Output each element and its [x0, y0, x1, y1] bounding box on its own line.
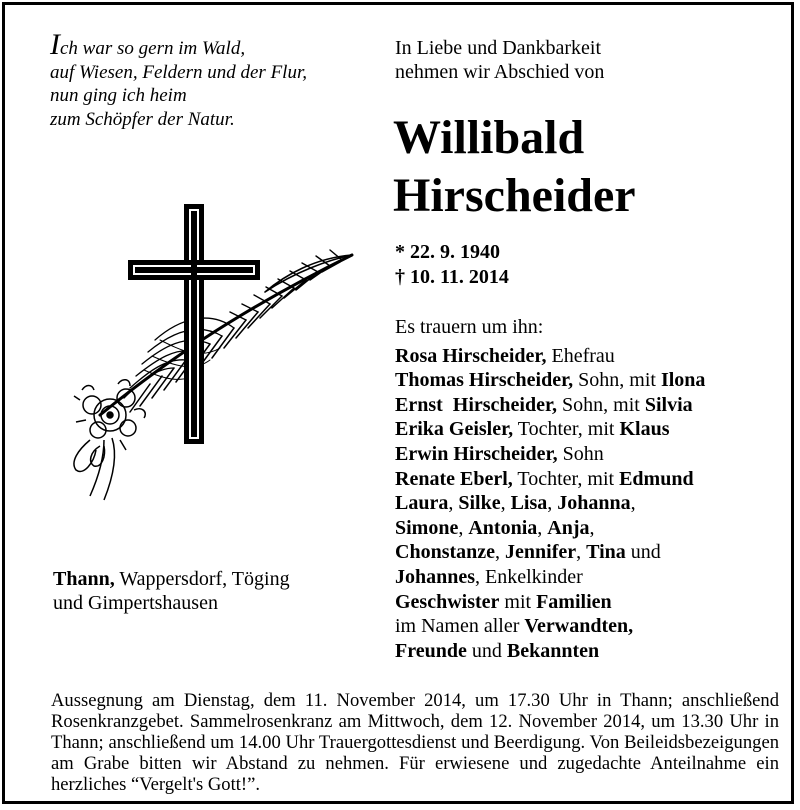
mourner-line: Simone, Antonia, Anja, [395, 516, 595, 539]
death-date: † 10. 11. 2014 [395, 266, 509, 288]
places [53, 567, 373, 615]
mourner-line: im Namen aller Verwandten, [395, 615, 634, 638]
mourner-line: Rosa Hirscheider, Ehefrau [395, 344, 615, 367]
intro-line-1: In Liebe und Dankbarkeit [395, 37, 602, 59]
places-line-1: Thann, Wappersdorf, Töging [53, 568, 290, 590]
obituary-frame [2, 2, 794, 804]
memorial-artwork [60, 200, 365, 520]
intro-line-2: nehmen wir Abschied von [395, 61, 605, 83]
poem-line-4: zum Schöpfer der Natur. [50, 108, 235, 130]
intro [395, 36, 775, 84]
mourners-heading: Es trauern um ihn: [395, 316, 544, 338]
mourner-line: Johannes, Enkelkinder [395, 565, 583, 588]
mourners-list [395, 315, 795, 663]
cross-icon [128, 204, 260, 444]
poem-initial: I [50, 28, 60, 61]
flower-bouquet-icon [74, 380, 145, 500]
birth-date: * 22. 9. 1940 [395, 241, 500, 263]
deceased-first-name: Willibald [393, 111, 585, 164]
mourner-line: Geschwister mit Familien [395, 590, 612, 613]
mourner-line: Freunde und Bekannten [395, 639, 600, 662]
mourner-line: Renate Eberl, Tochter, mit Edmund [395, 467, 694, 490]
mourner-line: Thomas Hirscheider, Sohn, mit Ilona [395, 369, 706, 392]
poem-line-1: Ich war so gern im Wald, [50, 28, 246, 61]
places-line-2: und Gimpertshausen [53, 592, 218, 614]
poem-line-2: auf Wiesen, Feldern und der Flur, [50, 61, 307, 83]
poem-line-3: nun ging ich heim [50, 85, 187, 106]
deceased-name [393, 109, 793, 225]
mourner-line: Laura, Silke, Lisa, Johanna, [395, 492, 636, 515]
poem [50, 28, 370, 131]
funeral-details: Aussegnung am Dienstag, dem 11. November 2014, um 17.30 Uhr in Thann; anschließend Rosenkranzgebet. Sammelrosenkranz am Mittwoch, dem 12. November 2014, um 13.30 Uhr in Thann; anschließend um 14.00 Uhr Trauergottesdienst und Beerdigung. Von Beileidsbezeigungen am Grabe bitten wir Abstand zu nehmen. Für erwiesene und zugedachte Anteilnahme ein herzliches “Vergelt's Gott!”. [51, 690, 779, 795]
mourner-line: Chonstanze, Jennifer, Tina und [395, 541, 661, 564]
deceased-last-name: Hirscheider [393, 169, 636, 222]
life-dates [395, 240, 509, 290]
mourner-line: Erwin Hirscheider, Sohn [395, 442, 604, 465]
mourner-line: Ernst Hirscheider, Sohn, mit Silvia [395, 393, 693, 416]
mourner-line: Erika Geisler, Tochter, mit Klaus [395, 418, 670, 441]
